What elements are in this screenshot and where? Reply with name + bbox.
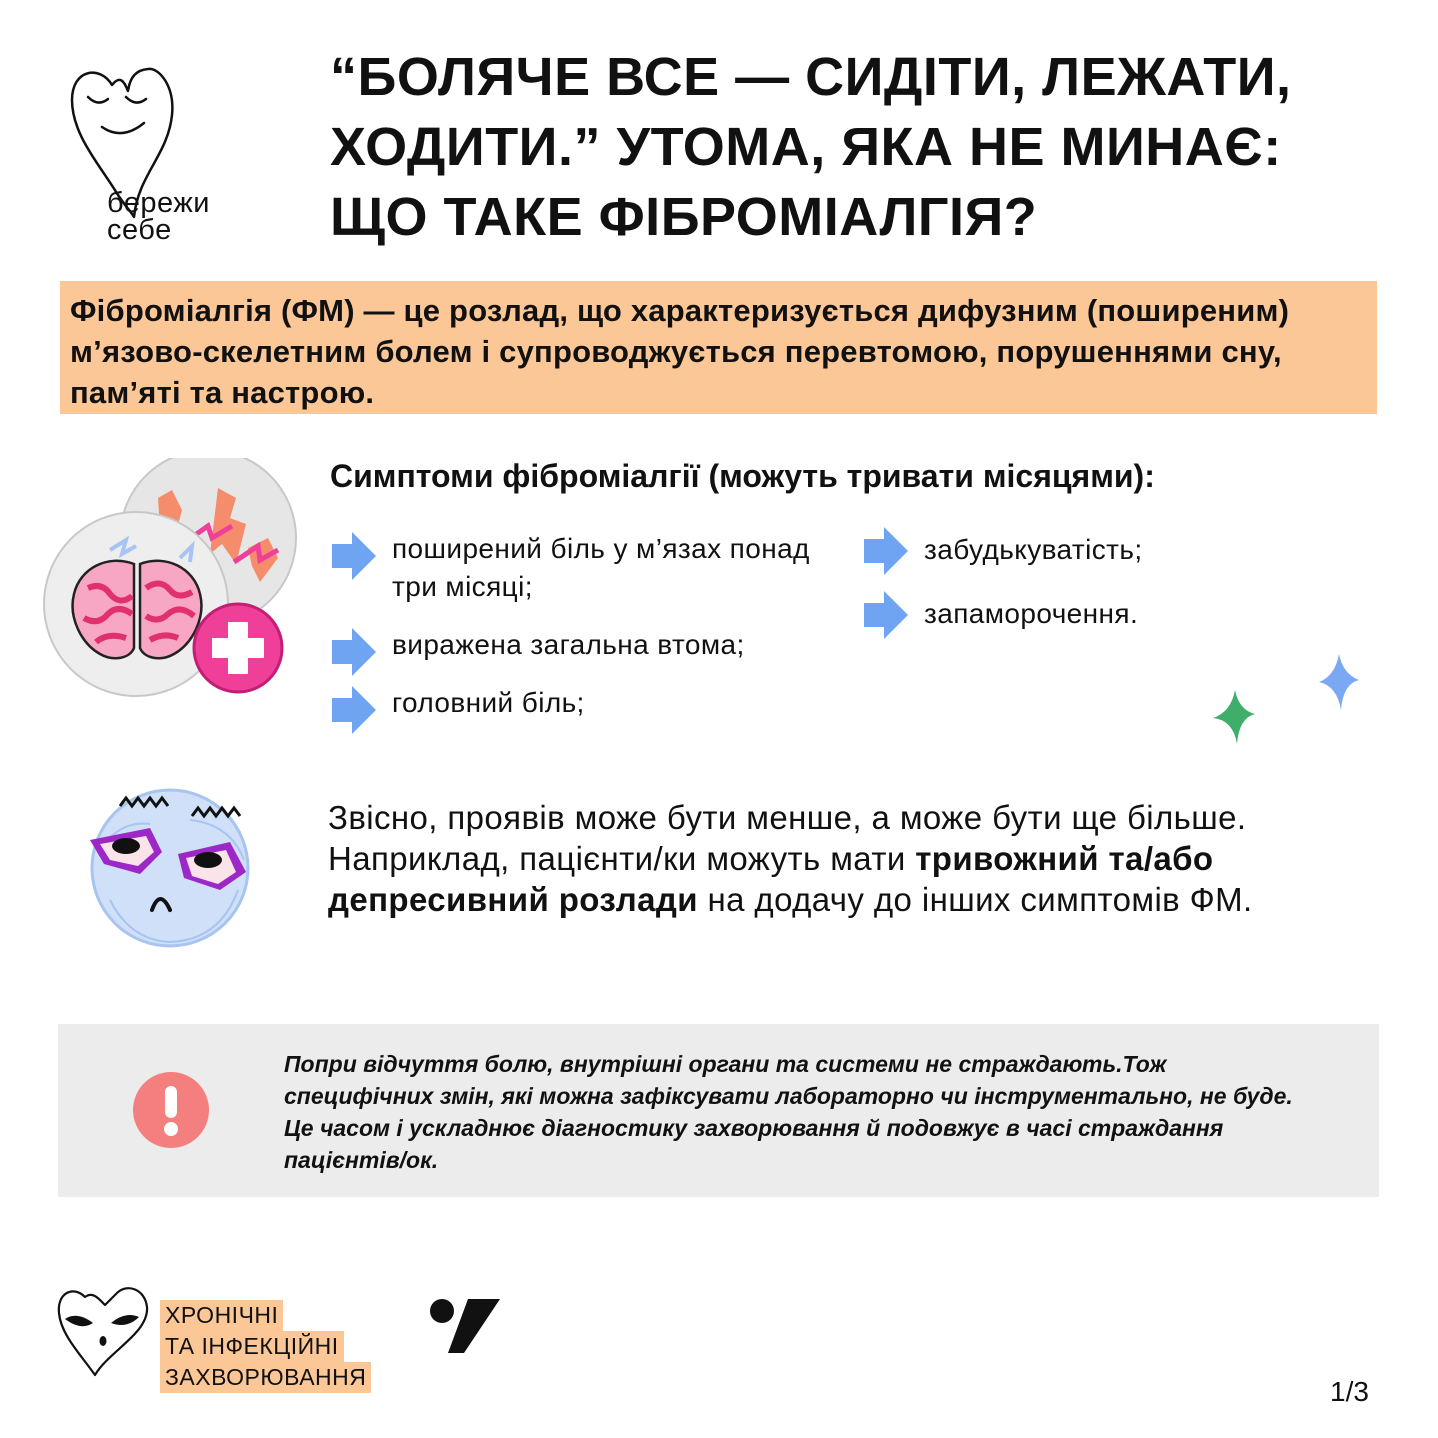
extra-text-bold: тривожний та/або депресивний розлади xyxy=(328,840,1214,918)
arrow-right-icon xyxy=(862,525,910,577)
symptoms-column-1 xyxy=(330,530,830,722)
sparkle-icon xyxy=(1205,652,1375,752)
category-line: ТА ІНФЕКЦІЙНІ xyxy=(160,1331,344,1362)
symptom-text: запаморочення. xyxy=(924,598,1139,629)
symptom-text: головний біль; xyxy=(392,687,585,718)
tired-face-illustration xyxy=(80,780,260,950)
note-text: Попри відчуття болю, внутрішні органи та системи не страждають.Тож специфічних змін, які можна зафіксувати лабораторно чи інструментально, не буде. Це часом і ускладнює діагностику захворювання й подовжує в часі страждання пацієнтів/ок. xyxy=(284,1051,1293,1173)
category-label xyxy=(160,1300,371,1393)
logo-line2: себе xyxy=(107,214,172,246)
symptoms-column-2 xyxy=(862,525,1282,633)
arrow-right-icon xyxy=(862,589,910,641)
symptom-text: поширений біль у м’язах понад три місяці; xyxy=(392,533,810,602)
logo-text xyxy=(107,187,210,246)
brain-illustration xyxy=(38,458,308,698)
symptom-text: забудькуватість; xyxy=(924,534,1143,565)
page-title: “БОЛЯЧЕ ВСЕ — СИДІТИ, ЛЕЖАТИ, ХОДИТИ.” УТОМА, ЯКА НЕ МИНАЄ: ЩО ТАКЕ ФІБРОМІАЛГІЯ? xyxy=(330,47,1292,247)
symptom-text: виражена загальна втома; xyxy=(392,629,745,660)
logo-line1: бережи xyxy=(107,187,210,219)
arrow-right-icon xyxy=(330,684,378,736)
symptom-item xyxy=(330,684,830,722)
symptom-item xyxy=(862,589,1282,633)
extra-paragraph xyxy=(328,797,1328,920)
symptom-item xyxy=(862,525,1282,569)
arrow-right-icon xyxy=(330,626,378,678)
symptom-item xyxy=(330,530,830,606)
warning-icon xyxy=(133,1072,209,1148)
definition-box: Фіброміалгія (ФМ) — це розлад, що характеризується дифузним (поширеним) м’язово-скелетним болем і супроводжується перевтомою, порушеннями сну, пам’яті та настрою. xyxy=(60,281,1377,414)
partner-logo-icon xyxy=(428,1297,502,1355)
note-box xyxy=(58,1024,1379,1197)
heart-alien-icon xyxy=(55,1283,155,1383)
symptoms-heading: Симптоми фіброміалгії (можуть тривати місяцями): xyxy=(330,458,1155,494)
extra-text-part1: Звісно, проявів може бути менше, а може бути ще більше. Наприклад, пацієнти/ки можуть мати xyxy=(328,799,1247,877)
category-line: ЗАХВОРЮВАННЯ xyxy=(160,1362,371,1393)
symptom-item xyxy=(330,626,830,664)
arrow-right-icon xyxy=(330,530,378,582)
page-number: 1/3 xyxy=(1330,1376,1369,1407)
extra-text-part2: на додачу до інших симптомів ФМ. xyxy=(697,881,1253,918)
category-line: ХРОНІЧНІ xyxy=(160,1300,283,1331)
